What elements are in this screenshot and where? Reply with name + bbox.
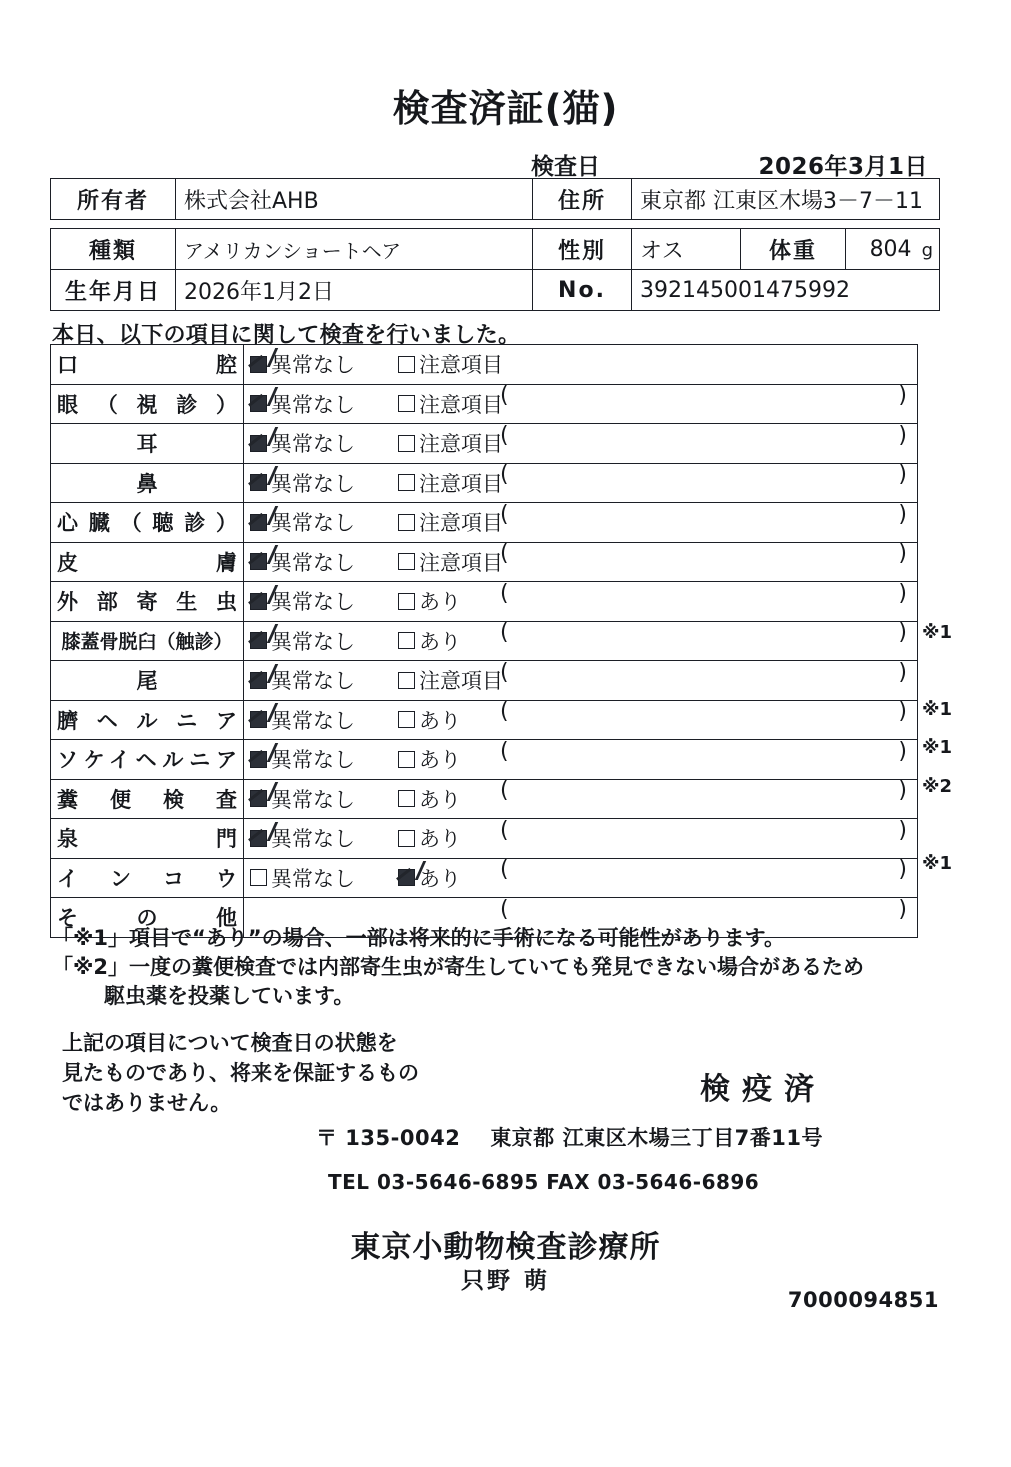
doctor-name: 只野 萌 <box>460 1268 550 1294</box>
checkbox-icon <box>398 553 415 570</box>
checkbox-icon <box>250 830 267 847</box>
remark-paren-open: ( <box>500 383 509 409</box>
checklist-item-label: その他 <box>51 898 244 938</box>
checkbox-normal[interactable] <box>250 784 398 814</box>
footer-address-text: 東京都 江東区木場三丁目7番11号 <box>490 1126 823 1150</box>
checkbox-normal-label: 異常なし <box>271 629 355 654</box>
checklist-item-label: 鼻 <box>51 463 244 503</box>
checklist-options <box>244 582 918 646</box>
remark-paren-open: ( <box>500 896 509 922</box>
checkbox-normal[interactable] <box>250 705 398 735</box>
checklist-note-mark: ※1 <box>922 621 953 643</box>
checkbox-normal[interactable] <box>250 823 398 853</box>
animal-info-table <box>50 228 940 311</box>
checklist-options <box>244 424 918 488</box>
address-label: 住所 <box>533 179 632 220</box>
checklist-note-mark: ※1 <box>922 698 953 720</box>
sex-label: 性別 <box>533 229 632 270</box>
checkbox-secondary-label: 注意項目 <box>419 550 503 575</box>
no-value: 392145001475992 <box>632 270 940 311</box>
remark-paren-close: ) <box>898 699 907 725</box>
checkbox-normal-label: 異常なし <box>271 550 355 575</box>
checklist-item-label: 皮膚 <box>51 542 244 582</box>
remark-paren-close: ) <box>898 422 907 448</box>
checklist-row <box>51 384 918 424</box>
checkbox-secondary-label: 注意項目 <box>419 669 503 694</box>
footer-tel-fax: TEL 03-5646-6895 FAX 03-5646-6896 <box>328 1170 760 1194</box>
checkbox-icon <box>250 790 267 807</box>
checkbox-secondary-label: あり <box>419 827 461 852</box>
checklist-row <box>51 740 918 780</box>
checkbox-normal-label: 異常なし <box>271 669 355 694</box>
checkbox-secondary[interactable] <box>398 626 461 656</box>
checkbox-secondary[interactable] <box>398 547 503 577</box>
checkbox-secondary-label: あり <box>419 787 461 812</box>
clinic-name: 東京小動物検査診療所 <box>350 1230 661 1265</box>
remark-paren-close: ) <box>898 501 907 527</box>
checkbox-icon <box>250 711 267 728</box>
no-label: No. <box>533 270 632 311</box>
exam-date-row <box>50 148 940 180</box>
checklist-options <box>244 779 918 843</box>
checkbox-normal[interactable] <box>250 349 398 379</box>
checklist-row <box>51 779 918 819</box>
checkbox-icon <box>398 632 415 649</box>
checkbox-normal[interactable] <box>250 428 398 458</box>
checkbox-secondary[interactable] <box>398 349 503 379</box>
checkbox-normal[interactable] <box>250 626 398 656</box>
checkbox-secondary[interactable] <box>398 389 503 419</box>
checkbox-icon <box>250 435 267 452</box>
checklist-row <box>51 700 918 740</box>
remark-paren-open: ( <box>500 422 509 448</box>
checkbox-normal[interactable] <box>250 547 398 577</box>
checkbox-icon <box>398 672 415 689</box>
checklist-item-label: 糞便検査 <box>51 779 244 819</box>
checkbox-secondary-label: 注意項目 <box>419 353 503 378</box>
checklist-row <box>51 858 918 898</box>
checklist-table <box>50 344 918 938</box>
checkbox-icon <box>250 474 267 491</box>
remark-paren-open: ( <box>500 738 509 764</box>
checklist-options <box>244 463 918 527</box>
checklist-row <box>51 542 918 582</box>
checkbox-icon <box>398 751 415 768</box>
checklist-item-label: 尾 <box>51 661 244 701</box>
checkbox-secondary[interactable] <box>398 784 461 814</box>
checklist-options <box>244 819 918 883</box>
remark-paren-close: ) <box>898 383 907 409</box>
disclaimer-line-3: ではありません。 <box>62 1091 232 1115</box>
checkbox-normal[interactable] <box>250 863 398 893</box>
checkbox-secondary-label: あり <box>419 748 461 773</box>
disclaimer <box>62 1028 462 1118</box>
quarantine-stamp: 検疫済 <box>700 1072 826 1107</box>
footnotes <box>52 924 952 1011</box>
checklist-note-mark: ※1 <box>922 737 953 758</box>
checkbox-icon <box>398 356 415 373</box>
checkbox-icon <box>250 356 267 373</box>
checkbox-icon <box>250 869 267 886</box>
checkbox-normal[interactable] <box>250 586 398 616</box>
remark-paren-close: ) <box>898 896 907 922</box>
checkbox-normal[interactable] <box>250 389 398 419</box>
remark-paren-open: ( <box>500 462 509 488</box>
checkbox-secondary[interactable] <box>398 665 503 695</box>
remark-paren-close: ) <box>898 462 907 488</box>
checklist-options <box>244 740 918 804</box>
checkbox-icon <box>398 593 415 610</box>
checklist-row <box>51 621 918 661</box>
checkbox-icon <box>398 869 415 886</box>
checkbox-secondary-label: 注意項目 <box>419 392 503 417</box>
remark-paren-open: ( <box>500 817 509 843</box>
checkbox-icon <box>250 593 267 610</box>
checklist-item-label: 膝蓋骨脱臼（触診） <box>51 621 244 661</box>
checkbox-secondary[interactable] <box>398 863 461 893</box>
checklist-options <box>244 503 918 567</box>
remark-paren-close: ) <box>898 620 907 646</box>
checkbox-icon <box>398 395 415 412</box>
birth-row <box>51 270 940 311</box>
footnote-1: 「※1」項目で“あり”の場合、一部は将来的に手術になる可能性があります。 <box>52 926 785 950</box>
checklist-item-label: 耳 <box>51 424 244 464</box>
owner-row <box>51 179 940 220</box>
remark-paren-close: ) <box>898 778 907 804</box>
checkbox-icon <box>250 672 267 689</box>
checklist-row <box>51 819 918 859</box>
checkbox-icon <box>398 790 415 807</box>
checkbox-normal[interactable] <box>250 665 398 695</box>
checkbox-secondary-label: 注意項目 <box>419 432 503 457</box>
remark-paren-close: ) <box>898 541 907 567</box>
checklist-row <box>51 503 918 543</box>
checklist-options <box>244 700 918 764</box>
checklist-item-label: 外部寄生虫 <box>51 582 244 622</box>
checklist-row <box>51 661 918 701</box>
checkbox-secondary-label: あり <box>419 866 461 891</box>
checkbox-normal[interactable] <box>250 744 398 774</box>
checklist-item-label: 眼（視診） <box>51 384 244 424</box>
weight-label: 体重 <box>741 229 846 270</box>
checkbox-secondary-label: あり <box>419 708 461 733</box>
checkbox-normal-label: 異常なし <box>271 827 355 852</box>
checklist-item-label: 心臓（聴診） <box>51 503 244 543</box>
checkbox-normal[interactable] <box>250 468 398 498</box>
remark-paren-close: ) <box>898 659 907 685</box>
remark-paren-close: ) <box>898 580 907 606</box>
remark-paren-close: ) <box>898 857 907 883</box>
checkbox-icon <box>250 553 267 570</box>
owner-label: 所有者 <box>51 179 176 220</box>
checkbox-icon <box>398 514 415 531</box>
checklist-item-label: 臍ヘルニア <box>51 700 244 740</box>
checkbox-icon <box>250 395 267 412</box>
checkbox-secondary[interactable] <box>398 428 503 458</box>
checklist-options <box>244 384 918 448</box>
weight-unit: g <box>921 239 933 261</box>
breed-row <box>51 229 940 270</box>
checklist-options <box>244 345 918 409</box>
address-value: 東京都 江東区木場3－7－11 <box>632 179 940 220</box>
checklist-note-mark: ※1 <box>922 852 953 874</box>
checkbox-secondary[interactable] <box>398 705 461 735</box>
checklist-row <box>51 463 918 503</box>
remark-paren-open: ( <box>500 541 509 567</box>
checkbox-normal[interactable] <box>250 507 398 537</box>
checkbox-normal-label: 異常なし <box>271 787 355 812</box>
remark-paren-open: ( <box>500 580 509 606</box>
birth-value: 2026年1月2日 <box>176 270 533 311</box>
remark-paren-close: ) <box>898 738 907 764</box>
owner-table <box>50 178 940 220</box>
exam-date-value: 2026年3月1日 <box>758 154 928 180</box>
footer-address <box>316 1122 823 1152</box>
checkbox-icon <box>398 830 415 847</box>
remark-paren-open: ( <box>500 501 509 527</box>
checkbox-secondary-label: あり <box>419 629 461 654</box>
serial-number: 7000094851 <box>787 1288 939 1312</box>
checkbox-secondary-label: 注意項目 <box>419 511 503 536</box>
remark-paren-open: ( <box>500 699 509 725</box>
remark-paren-close: ) <box>898 817 907 843</box>
checklist-row <box>51 424 918 464</box>
checkbox-secondary[interactable] <box>398 468 503 498</box>
exam-date-label: 検査日 <box>531 154 600 180</box>
checkbox-secondary[interactable] <box>398 744 461 774</box>
intro-text: 本日、以下の項目に関して検査を行いました。 <box>52 323 521 348</box>
breed-label: 種類 <box>51 229 176 270</box>
checkbox-normal-label: 異常なし <box>271 511 355 536</box>
remark-paren-open: ( <box>500 778 509 804</box>
checklist-options <box>244 858 918 922</box>
checklist-row <box>51 582 918 622</box>
checkbox-icon <box>250 514 267 531</box>
checkbox-secondary[interactable] <box>398 586 461 616</box>
checkbox-normal-label: 異常なし <box>271 590 355 615</box>
checkbox-normal-label: 異常なし <box>271 748 355 773</box>
owner-value: 株式会社AHB <box>176 179 533 220</box>
checkbox-icon <box>398 474 415 491</box>
checkbox-normal-label: 異常なし <box>271 708 355 733</box>
footnote-2: 「※2」一度の糞便検査では内部寄生虫が寄生していても発見できない場合があるため <box>52 955 865 979</box>
weight-value-cell <box>846 229 940 270</box>
disclaimer-line-1: 上記の項目について検査日の状態を <box>62 1031 398 1055</box>
birth-label: 生年月日 <box>51 270 176 311</box>
breed-value: アメリカンショートヘア <box>176 229 533 270</box>
checkbox-normal-label: 異常なし <box>271 353 355 378</box>
remark-paren-open: ( <box>500 620 509 646</box>
checkbox-icon <box>250 632 267 649</box>
checklist-item-label: インコウ <box>51 858 244 898</box>
checkbox-secondary-label: 注意項目 <box>419 471 503 496</box>
checklist-item-label: ソケイヘルニア <box>51 740 244 780</box>
checkbox-icon <box>250 751 267 768</box>
page-title: 検査済証(猫) <box>392 87 619 130</box>
checkbox-icon <box>398 711 415 728</box>
checkbox-icon <box>398 435 415 452</box>
checkbox-secondary[interactable] <box>398 823 461 853</box>
checklist-note-mark: ※2 <box>922 775 953 797</box>
checkbox-secondary[interactable] <box>398 507 503 537</box>
footer-zip: 〒 135-0042 <box>316 1126 461 1150</box>
checkbox-secondary-label: あり <box>419 590 461 615</box>
checklist-item-label: 泉門 <box>51 819 244 859</box>
checklist-item-label: 口腔 <box>51 345 244 385</box>
remark-paren-open: ( <box>500 659 509 685</box>
footnote-3: 駆虫薬を投薬しています。 <box>104 984 355 1008</box>
disclaimer-line-2: 見たものであり、将来を保証するもの <box>62 1061 419 1085</box>
checkbox-normal-label: 異常なし <box>271 866 355 891</box>
checkbox-normal-label: 異常なし <box>271 471 355 496</box>
checklist-row <box>51 345 918 385</box>
remark-paren-open: ( <box>500 857 509 883</box>
checkbox-normal-label: 異常なし <box>271 432 355 457</box>
sex-value: オス <box>632 229 741 270</box>
checkbox-normal-label: 異常なし <box>271 392 355 417</box>
weight-value: 804 <box>869 236 912 262</box>
